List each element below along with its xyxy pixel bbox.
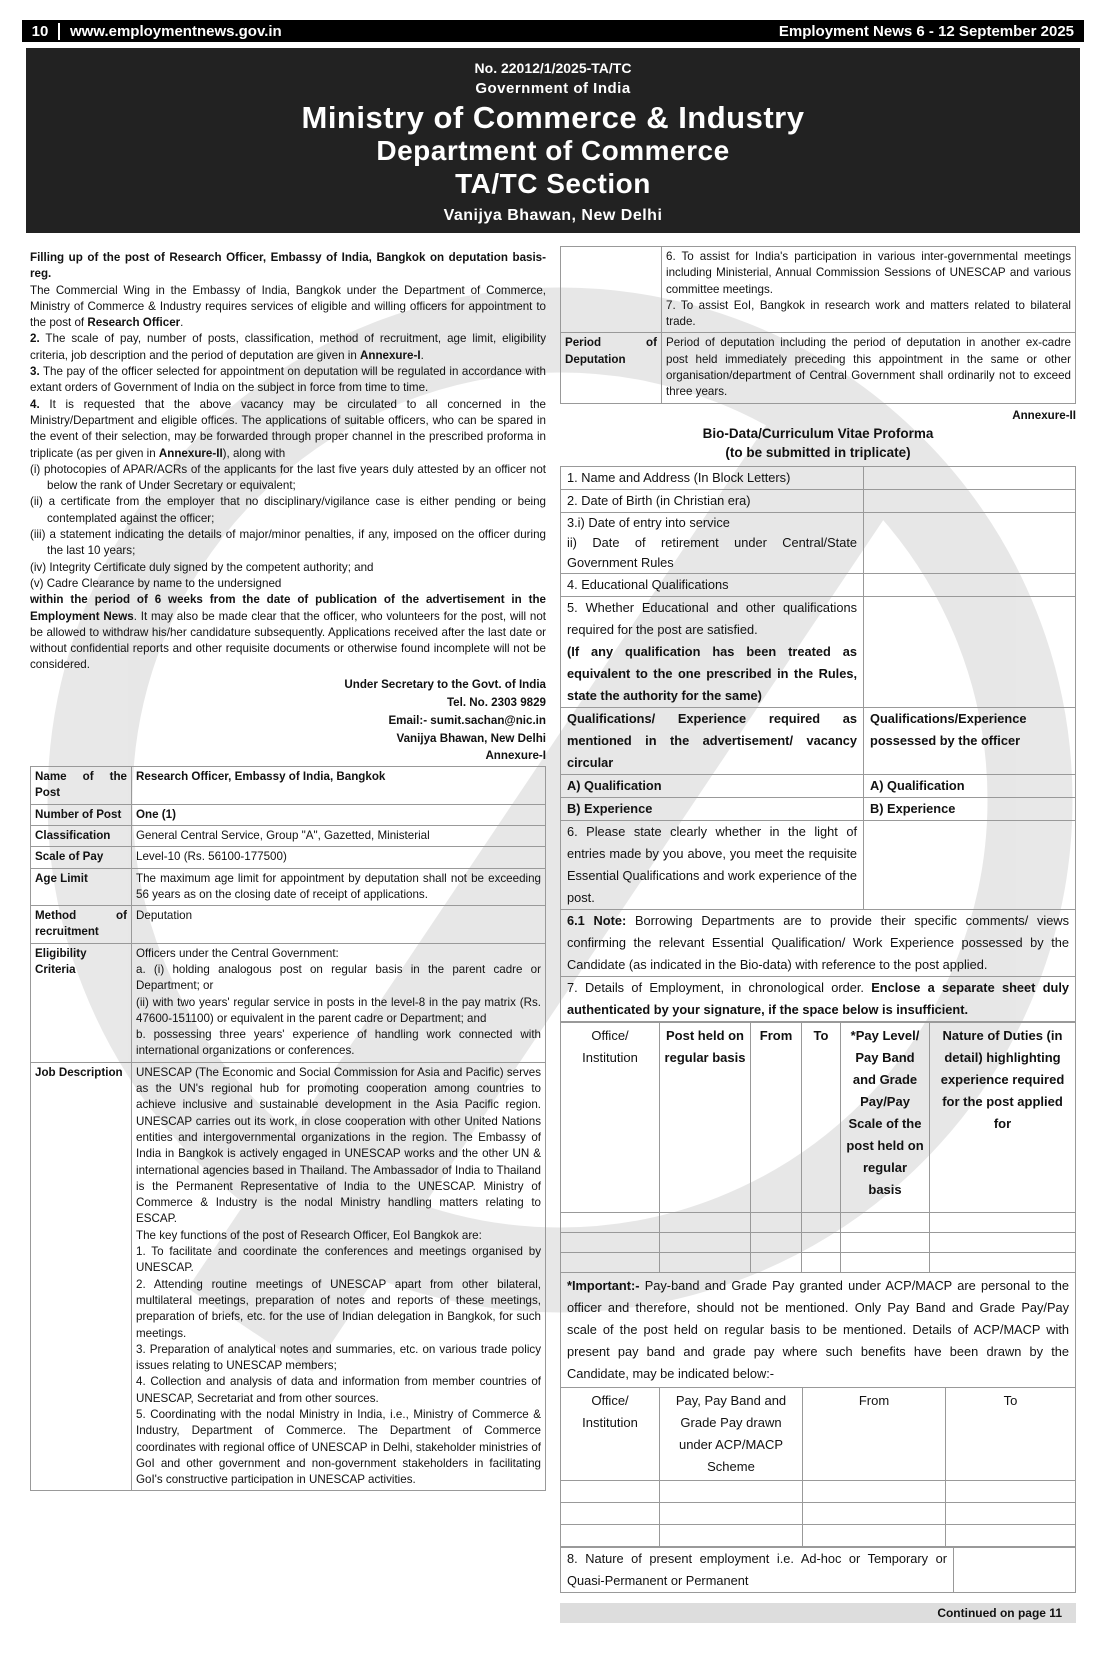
- list-item: (i) photocopies of APAR/ACRs of the applicants for the last five years duly attested by an officer not below the rank of Under Secretary or equivalent;: [30, 462, 546, 493]
- table-row: Number of Post One (1): [31, 804, 546, 825]
- ad-header: [26, 48, 1080, 233]
- table-row: Eligibility Criteria Officers under the Central Government: a. (i) holding analogous post on regular basis in the parent cadre or Department; or (ii) with two years' regular service in posts in the level-8 in the pay matrix (Rs. 47600-151100) or equivalent in the parent cadre or Department; and b. possessing three years' experience of handling work connected with international organizations or conferences.: [31, 943, 546, 1062]
- biodata-subtitle: (to be submitted in triplicate): [725, 444, 911, 460]
- table-row: Job Description UNESCAP (The Economic and Social Commission for Asia and Pacific) serves as the UN's regional hub for promoting cooperation among countries to achieve inclusive and sustainable development in the Asia Pacific region. UNESCAP carries out its work, in close cooperation with other United Nations entities and intergovernmental organizations in the region. The Embassy of India in Bangkok is actively engaged in UNESCAP works and the other UN & international agencies based in Thailand. The Ambassador of India to Thailand is the Permanent Representative of India to the UNESCAP. Ministry of Commerce & Industry is the nodal Ministry handling matters relating to ESCAP. The key functions of the post of Research Officer, EoI Bangkok are: 1. To facilitate and coordinate the conferences and meetings organised by UNESCAP. 2. Attending routine meetings of UNESCAP apart from other bilateral, multilateral meetings, preparation of notes and reports of these meetings, preparation of briefs, etc. for the use of Indian delegation in Bangkok, for such meetings. 3. Preparation of analytical notes and summaries, etc. on various trade policy issues relating to UNESCAP members; 4. Collection and analysis of data and information from member countries of UNESCAP, Secretariat and from other sources. 5. Coordinating with the nodal Ministry in India, i.e., Ministry of Commerce & Industry, Department of Commerce. The Department of Commerce coordinates with regional office of UNESCAP in Delhi, stakeholder ministries of GoI and other government and non-government stakeholders in facilitating GoI's constructive participation in UNESCAP activities.: [31, 1062, 546, 1491]
- signature-block: Under Secretary to the Govt. of India Tel. No. 2303 9829 Email:- sumit.sachan@nic.in Vanijya Bhawan, New Delhi: [30, 676, 546, 748]
- table-row: Qualifications/ Experience required as mentioned in the advertisement/ vacancy circular Qualifications/Experience possessed by the officer: [561, 707, 1076, 774]
- annexure-1-table-continued: [560, 246, 1076, 404]
- continued-label: Continued on page 11: [560, 1603, 1076, 1623]
- para-2: 2. The scale of pay, number of posts, classification, method of recruitment, age limit, eligibility criteria, job description and the period of deputation are given in Annexure-I.: [30, 332, 546, 362]
- page-top-bar: [22, 20, 1084, 42]
- edition-date: Employment News 6 - 12 September 2025: [778, 22, 1074, 40]
- biodata-table: [560, 466, 1076, 1022]
- page-number: 10: [22, 23, 60, 40]
- important-note: *Important:- Pay-band and Grade Pay granted under ACP/MACP are personal to the officer and therefore, should not be mentioned. Only Pay Band and Grade Pay/Pay scale of the post held on regular basis to be mentioned. Details of ACP/MACP with present pay band and grade pay where such benefits have been drawn by the Candidate, may be indicated below:-: [560, 1273, 1076, 1387]
- table-row: [561, 1232, 1076, 1252]
- table-row: Method of recruitment Deputation: [31, 906, 546, 944]
- site-url[interactable]: www.employmentnews.gov.in: [70, 22, 282, 40]
- para-3: 3. The pay of the officer selected for appointment on deputation will be regulated in accordance with extant orders of Government of India on the subject in force from time to time.: [30, 365, 546, 395]
- annexure-1-table: [30, 766, 546, 1491]
- notice-title: Filling up of the post of Research Officer, Embassy of India, Bangkok on deputation basis- reg.: [30, 251, 546, 281]
- ref-number: No. 22012/1/2025-TA/TC: [474, 60, 632, 76]
- list-item: (ii) a certificate from the employer that no disciplinary/vigilance case is either pending or being contemplated against the officer;: [30, 495, 546, 525]
- annexure-2-label: Annexure-II: [1012, 408, 1076, 422]
- table-row: Classification General Central Service, Group "A", Gazetted, Ministerial: [31, 825, 546, 846]
- acp-table: [560, 1387, 1076, 1547]
- table-row: 1. Name and Address (In Block Letters): [561, 466, 1076, 489]
- ministry-title: Ministry of Commerce & Industry: [301, 100, 805, 135]
- para-4: 4. It is requested that the above vacancy may be circulated to all concerned in the Ministry/Department and eligible offices. The applications of suitable officers, who can be spared in the event of their selection, may be forwarded through proper channel in the prescribed proforma in triplicate (as per given in Annexure-II), along with: [30, 397, 546, 460]
- table-row: 6. Please state clearly whether in the light of entries made by you above, you meet the requisite Essential Qualifications and work experience of the post.: [561, 820, 1076, 909]
- table-row: 2. Date of Birth (in Christian era): [561, 489, 1076, 512]
- table-row: B) Experience B) Experience: [561, 797, 1076, 820]
- left-column: [30, 250, 546, 1491]
- table-row: Office/ Institution Post held on regular basis From To *Pay Level/ Pay Band and Grade Pay/Pay Scale of the post held on regular basis Nature of Duties (in detail) highlighting experience required for the post applied for: [561, 1022, 1076, 1212]
- department-title: Department of Commerce: [376, 135, 730, 166]
- table-row: 6.1 Note: Borrowing Departments are to provide their specific comments/ views confirming the relevant Essential Qualification/ Work Experience possessed by the Candidate (as indicated in the Bio-data) with reference to the post applied.: [561, 909, 1076, 976]
- office-address: Vanijya Bhawan, New Delhi: [443, 207, 663, 224]
- list-item: (iv) Integrity Certificate duly signed by the competent authority; and: [30, 560, 374, 574]
- para-5: within the period of 6 weeks from the date of publication of the advertisement in the Employment News. It may also be made clear that the officer, who volunteers for the post, will not be allowed to withdraw his/her candidature subsequently. Applications received after the last date or without confidential reports and other requisite documents or otherwise found incomplete will not be considered.: [30, 593, 546, 672]
- contact-email[interactable]: Email:- sumit.sachan@nic.in: [388, 713, 546, 727]
- government-line: Government of India: [475, 80, 631, 97]
- table-row: 7. Details of Employment, in chronological order. Enclose a separate sheet duly authenticated by your signature, if the space below is insufficient.: [561, 976, 1076, 1021]
- q8-table: [560, 1547, 1076, 1593]
- annexure-1-label: Annexure-I: [485, 748, 546, 762]
- table-row: Age Limit The maximum age limit for appointment by deputation shall not be exceeding 56 years as on the closing date of receipt of applications.: [31, 868, 546, 906]
- table-row: Name of the Post Research Officer, Embassy of India, Bangkok: [31, 767, 546, 805]
- table-row: [561, 1502, 1076, 1524]
- table-row: Scale of Pay Level-10 (Rs. 56100-177500): [31, 847, 546, 868]
- table-row: 8. Nature of present employment i.e. Ad-hoc or Temporary or Quasi-Permanent or Permanent: [561, 1547, 1076, 1592]
- list-item: (v) Cadre Clearance by name to the undersigned: [30, 576, 282, 590]
- para-1: The Commercial Wing in the Embassy of India, Bangkok under the Department of Commerce, Ministry of Commerce & Industry requires services of eligible and willing officers for appointment to the post of Research Officer.: [30, 283, 546, 330]
- table-row: 6. To assist for India's participation in various inter-governmental meetings including Ministerial, Annual Commission Sessions of UNESCAP and various committee meetings. 7. To assist EoI, Bangkok in research work and matters related to bilateral trade.: [561, 247, 1076, 333]
- biodata-title: Bio-Data/Curriculum Vitae Proforma: [702, 425, 934, 441]
- table-row: [561, 1252, 1076, 1272]
- table-row: [561, 1212, 1076, 1232]
- right-column: [560, 246, 1076, 1623]
- table-row: A) Qualification A) Qualification: [561, 774, 1076, 797]
- list-item: (iii) a statement indicating the details of major/minor penalties, if any, imposed on the officer during the last 10 years;: [30, 528, 546, 558]
- table-row: Office/ Institution Pay, Pay Band and Grade Pay drawn under ACP/MACP Scheme From To: [561, 1387, 1076, 1480]
- table-row: 4. Educational Qualifications: [561, 573, 1076, 596]
- table-row: Period of Deputation Period of deputation including the period of deputation in another ex-cadre post held immediately preceding this appointment in the same or other organisation/department of Central Government shall ordinarily not to exceed three years.: [561, 333, 1076, 403]
- employment-table: [560, 1022, 1076, 1273]
- table-row: 5. Whether Educational and other qualifications required for the post are satisfied. (If any qualification has been treated as equivalent to the one prescribed in the Rules, state the authority for the same): [561, 596, 1076, 707]
- table-row: [561, 1524, 1076, 1546]
- table-row: [561, 1480, 1076, 1502]
- table-row: 3.i) Date of entry into service ii) Date of retirement under Central/State Government Rules: [561, 512, 1076, 573]
- section-title: TA/TC Section: [455, 168, 651, 199]
